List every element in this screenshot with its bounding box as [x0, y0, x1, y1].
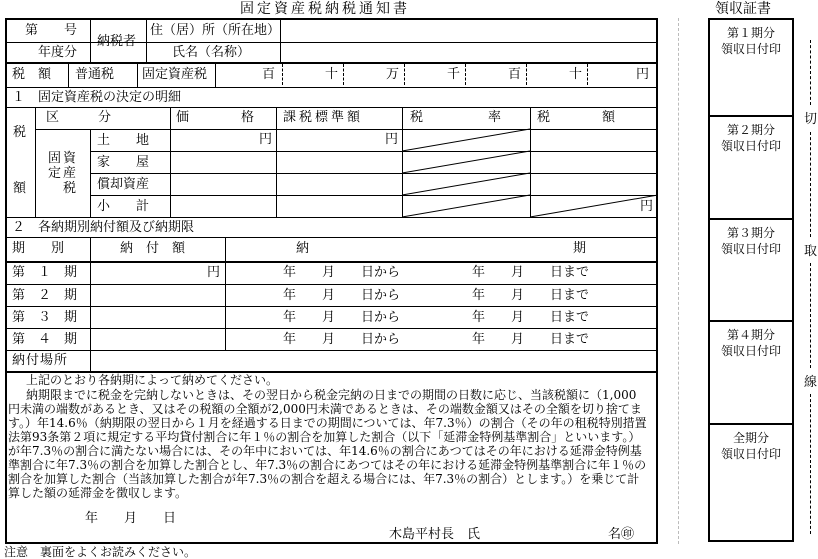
receipt-slot-period: 第１期分 [726, 26, 775, 40]
receipt-slot-period: 第４期分 [726, 328, 775, 342]
fixed-asset-tax-label-line: 定産 [48, 166, 79, 181]
tax-amount-header: 税 額 [537, 110, 616, 125]
date-from: 年 月 日から [283, 265, 401, 280]
value-header: 価 格 [176, 110, 255, 125]
fiscal-year-label: 年度分 [38, 45, 78, 60]
name-label: 氏名（名称） [172, 45, 251, 60]
notice-date-line: 年 月 日 [85, 511, 177, 526]
document-title: 固定資産税納税通知書 [240, 1, 410, 17]
mayor-name: 木島平村長 氏 [389, 527, 481, 542]
tax-side-label-top: 税 [13, 125, 27, 140]
deadline-header-left: 納 [296, 241, 310, 256]
date-to: 年 月 日まで [472, 265, 590, 280]
tax-amount-label: 税 額 [12, 67, 52, 82]
receipt-slot-stamp: 領収日付印 [720, 242, 781, 256]
address-label: 住（居）所（所在地） [150, 23, 281, 38]
cut-line [678, 18, 679, 544]
yen-unit: 円 [259, 132, 273, 147]
mayor-seal: 名㊞ [608, 527, 635, 542]
unit-label: 円 [636, 67, 650, 82]
unit-label: 十 [569, 67, 583, 82]
cut-line-label: 線 [804, 375, 818, 390]
yen-unit: 円 [207, 265, 221, 280]
period-header: 期 別 [12, 241, 65, 256]
period-label: 第 １ 期 [12, 265, 78, 280]
period-label: 第 ４ 期 [12, 332, 78, 347]
yen-unit: 円 [385, 132, 399, 147]
notice-intro: 上記のとおり各納期によって納めてください。 [26, 373, 279, 387]
receipt-frame [708, 18, 794, 542]
section1-title: １ 固定資産税の決定の明細 [12, 90, 182, 105]
period-label: 第 ３ 期 [12, 310, 78, 325]
asset-row-land: 土 地 [97, 133, 150, 148]
period-label: 第 ２ 期 [12, 288, 78, 303]
fixed-asset-tax-label: 固定資産税 [142, 67, 208, 82]
section2-title: ２ 各納期別納付額及び納期限 [12, 220, 195, 235]
asset-row-depreciable: 償却資産 [97, 177, 150, 192]
receipt-slot-stamp: 領収日付印 [720, 139, 781, 153]
date-from: 年 月 日から [283, 310, 401, 325]
date-to: 年 月 日まで [472, 332, 590, 347]
date-to: 年 月 日まで [472, 288, 590, 303]
receipt-slot-stamp: 領収日付印 [720, 344, 781, 358]
yen-unit: 円 [640, 199, 654, 214]
taxpayer-label: 納税者 [97, 34, 137, 49]
tax-rate-header: 税 率 [410, 110, 502, 125]
tax-base-header: 課税標準額 [283, 110, 364, 125]
date-from: 年 月 日から [283, 332, 401, 347]
asset-row-house: 家 屋 [97, 155, 150, 170]
unit-label: 万 [386, 67, 400, 82]
date-from: 年 月 日から [283, 288, 401, 303]
receipt-slot-period: 第３期分 [726, 226, 775, 240]
asset-row-subtotal: 小 計 [97, 199, 150, 214]
footer-note: 注意 裏面をよくお読みください。 [4, 545, 197, 559]
cut-line-label: 取 [804, 244, 818, 259]
unit-label: 千 [447, 67, 461, 82]
ordinary-tax-label: 普通税 [75, 67, 115, 82]
payment-amount-header: 納 付 額 [120, 241, 186, 256]
unit-label: 百 [508, 67, 522, 82]
cut-line-label: 切 [804, 112, 818, 127]
receipt-slot-period: 第２期分 [726, 123, 775, 137]
deadline-header-right: 期 [573, 241, 587, 256]
category-header: 区 分 [46, 110, 112, 125]
notice-number-label: 第 号 [25, 23, 78, 38]
receipt-slot-stamp: 領収日付印 [720, 447, 781, 461]
receipt-title: 領収証書 [715, 1, 771, 17]
fixed-asset-tax-label-line: 税 [48, 181, 79, 196]
payment-place-label: 納付場所 [12, 353, 69, 368]
tax-side-label-bottom: 額 [13, 181, 27, 196]
unit-label: 十 [325, 67, 339, 82]
receipt-slot-period: 全期分 [732, 431, 769, 445]
late-fee-notice: 納期限までに税金を完納しないときは、その翌日から税金完納の日までの期間の日数に応じ、当該税額に（1,000円未満の端数があるとき、又はその税額の全額が2,000円未満であるときは、その端数金額又はその全額を切り捨てます。）年14.6％（納期限の翌日から１月を経過する日までの期間については、年7.3％）の割合（その年の租税特別措置法第93条第２項に規定する平均貸付割合に年１％の割合を加算した割合（以下「延滞金特例基準割合」といいます。）が年7.3％の割合に満たない場合には、その年中においては、年14.6％の割合にあつてはその年における延滞金特例基準割合に年7.3％の割合を加算した割合とし、年7.3％の割合にあつてはその年における延滞金特例基準割合に年１％の割合を加算した割合（当該加算した割合が年7.3％の割合を超える場合には、年7.3％の割合）とします。）を乗じて計算した額の延滞金を徴収します。 [8, 388, 647, 500]
unit-label: 百 [262, 67, 276, 82]
date-to: 年 月 日まで [472, 310, 590, 325]
fixed-asset-tax-label-line: 固資 [48, 151, 79, 166]
receipt-slot-stamp: 領収日付印 [720, 42, 781, 56]
